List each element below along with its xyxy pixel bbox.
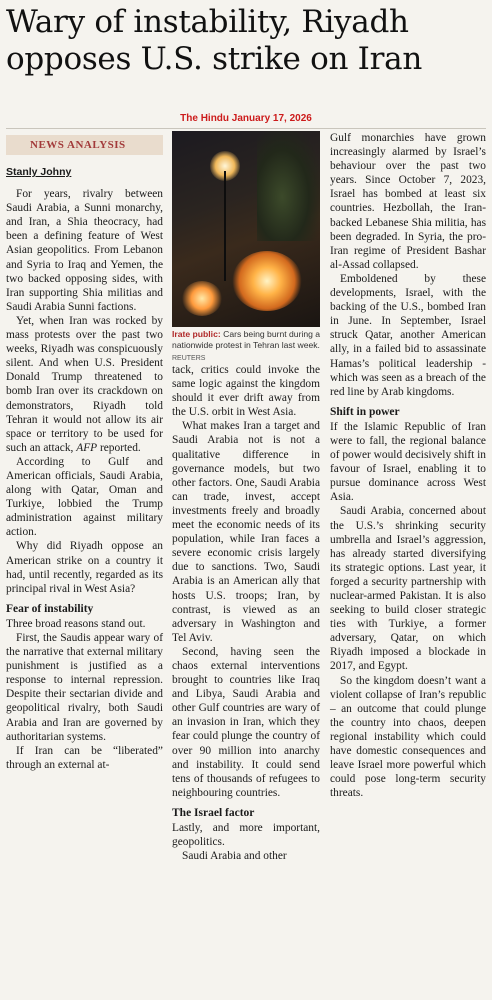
photo-tree: [257, 131, 320, 241]
column-3: [330, 131, 486, 800]
paragraph: Emboldened by these developments, Israel, with the backing of the U.S., bombed Iran in June. In September, Israel struck Qatar, another American ally, in a failed bid to assassinate Hamas’s political leadership -which was seen as a breach of the red line by Arab kingdoms.: [330, 272, 486, 398]
paragraph-text: reported.: [97, 441, 141, 454]
subheading: Fear of instability: [6, 602, 94, 615]
photo-pole: [224, 171, 226, 281]
paragraph: Lastly, and more important, geopolitics.: [172, 822, 320, 849]
column-2: [172, 363, 320, 863]
paragraph-text: Yet, when Iran was rocked by mass protests over the past two weeks, Riyadh was conspicuously silent. And when U.S. President Donald Trump threatened to bomb Iran over its crackdown on demonstrators, Riyadh told Tehran it would not allow its air space or territory to be used for such an attack,: [6, 314, 163, 454]
paragraph: If Iran can be “liberated” through an external at-: [6, 744, 163, 771]
paragraph: Second, having seen the chaos external interventions brought to countries like Iraq and Libya, Saudi Arabia and other Gulf countries are wary of an invasion in Iran, which they fear could plunge the country of over 90 million into anarchy and instability. It could send tens of thousands of refugees to neighbouring countries.: [172, 645, 320, 799]
paragraph: Saudi Arabia, concerned about the U.S.’s shrinking security umbrella and Israel’s aggression, has already started diversifying its strategic options. Last year, it forged a security partnership with nuclear-armed Pakistan. It is also seeking to build closer strategic ties with Turkiye, a former adversary, Qatar, on which Riyadh imposed a blockade in 2017, and Egypt.: [330, 505, 486, 673]
paragraph: Three broad reasons stand out.: [6, 617, 146, 630]
byline: Stanly Johny: [6, 166, 72, 178]
subheading: Shift in power: [330, 405, 400, 418]
paragraph: tack, critics could invoke the same logic against the kingdom should it ever drift away from the U.S. orbit in West Asia.: [172, 364, 320, 419]
source-credit: AFP: [76, 441, 98, 454]
column-1: [6, 135, 163, 772]
paragraph: Saudi Arabia and other: [182, 850, 287, 863]
paragraph: For years, rivalry between Saudi Arabia, a Sunni monarchy, and Iran, a Shia theocracy, had been a defining feature of West Asian geopolitics. From Lebanon and Syria to Iraq and Yemen, the two backed opposing sides, with Iran supporting Shia militias and Saudi Arabia Sunni factions.: [6, 188, 163, 313]
paragraph: So the kingdom doesn’t want a violent collapse of Iran’s republic – an outcome that could plunge the country into chaos, deepen regional instability which could have domestic consequences and leave Israel more powerful which could pose long-term security threats.: [330, 674, 486, 800]
paragraph: Why did Riyadh oppose an American strike on a country it had, until recently, regarded as its principal rival in West Asia?: [6, 540, 163, 595]
kicker-label: NEWS ANALYSIS: [6, 135, 163, 155]
paragraph: First, the Saudis appear wary of the narrative that external military punishment is justified as a response to internal repression. Despite their sectarian divide and geopolitical rivalry, both Saudi Arabia and Iran are governed by authoritarian systems.: [6, 632, 163, 743]
paragraph: What makes Iran a target and Saudi Arabia not is not a qualitative difference in governance models, but two other factors. One, Saudi Arabia can trade, invest, accept investments freely and broadly meet the economic needs of its population, while Iran faces a severe economic crisis largely due to sanctions. Two, Saudi Arabia is an American ally that hosts U.S. troops; Iran, by contrast, is viewed as an adversary in Washington and Tel Aviv.: [172, 420, 320, 644]
subheading: The Israel factor: [172, 806, 255, 819]
caption-text: Cars being burnt during a nationwide protest in Tehran last week.: [172, 329, 321, 350]
photo-fire: [182, 281, 222, 316]
dateline: The Hindu January 17, 2026: [180, 113, 312, 124]
headline: Wary of instability, Riyadh opposes U.S. strike on Iran: [6, 4, 422, 77]
photo-credit: REUTERS: [172, 355, 206, 362]
photo-caption: [172, 329, 322, 365]
divider: [6, 128, 486, 129]
caption-label: Irate public:: [172, 329, 221, 339]
news-photo: [172, 131, 320, 327]
paragraph: [6, 314, 163, 455]
paragraph: Gulf monarchies have grown increasingly alarmed by Israel’s behaviour over the past two years. Since October 7, 2023, Israel has bombed at least six countries. Hezbollah, the Iran-backed Lebanese Shia militia, has been degraded. In Syria, the pro-Iran regime of President Bashar al-Assad collapsed.: [330, 132, 486, 271]
paragraph: If the Islamic Republic of Iran were to fall, the regional balance of power would decisively shift in favour of Israel, enabling it to pursue dominance across West Asia.: [330, 420, 486, 504]
photo-fire: [232, 251, 302, 311]
paragraph: According to Gulf and American officials, Saudi Arabia, along with Qatar, Oman and Turkiye, lobbied the Trump administration against military action.: [6, 455, 163, 539]
